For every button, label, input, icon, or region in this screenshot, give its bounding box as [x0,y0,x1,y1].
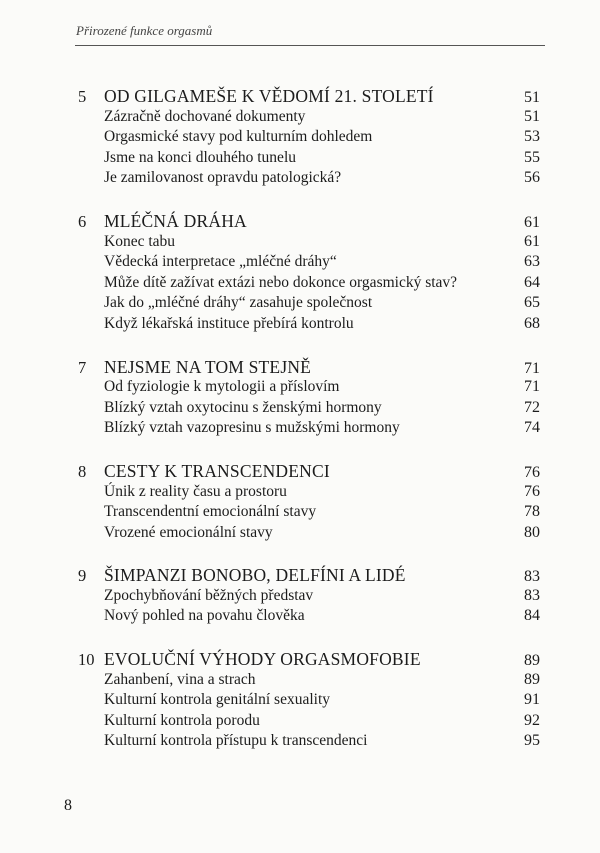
toc-chapter [78,211,540,335]
section-entry [78,586,540,607]
chapter-page: 83 [524,568,540,586]
chapter-title: CESTY K TRANSCENDENCI [104,460,330,481]
chapter-title: NEJSME NA TOM STEJNĚ [104,356,312,377]
section-page: 83 [524,586,540,604]
section-title: Transcendentní emocionální stavy [104,503,317,521]
section-entry [78,232,540,253]
section-page: 56 [524,169,540,187]
section-entry [78,314,540,335]
section-entry [78,377,540,398]
chapter-heading [78,211,540,232]
section-entry [78,252,540,273]
chapter-number: 5 [78,87,87,106]
section-entry [78,523,540,544]
section-title: Může dítě zažívat extázi nebo dokonce orgasmický stav? [104,273,458,291]
chapter-heading [78,86,540,107]
section-entry [78,482,540,503]
section-page: 95 [524,732,540,750]
section-entry [78,418,540,439]
section-entry [78,690,540,711]
chapter-number: 7 [78,357,87,377]
section-title: Jak do „mléčné dráhy“ zasahuje společnost [104,294,373,312]
chapter-title: EVOLUČNÍ VÝHODY ORGASMOFOBIE [104,649,421,670]
section-title: Vrozené emocionální stavy [104,523,273,541]
section-page: 84 [524,607,540,625]
section-entry [78,127,540,148]
section-entry [78,670,540,691]
section-title: Blízký vztah oxytocinu s ženskými hormony [104,398,382,416]
chapter-number: 10 [78,650,95,670]
section-title: Od fyziologie k mytologii a příslovím [104,378,340,396]
section-entry [78,502,540,523]
section-title: Orgasmické stavy pod kulturním dohledem [104,128,373,146]
section-page: 72 [524,398,540,416]
section-title: Kulturní kontrola genitální sexuality [104,691,330,709]
section-title: Kulturní kontrola porodu [104,711,260,729]
chapter-number: 6 [78,211,87,231]
section-entry [78,293,540,314]
page-number: 8 [64,797,72,814]
chapter-page: 61 [524,213,540,231]
section-page: 92 [524,711,540,729]
section-page: 74 [524,419,540,437]
section-title: Kulturní kontrola přístupu k transcendenci [104,732,368,750]
chapter-page: 89 [524,652,540,670]
section-page: 51 [524,107,540,125]
section-page: 53 [524,128,540,146]
section-title: Jsme na konci dlouhého tunelu [104,148,296,166]
section-entry [78,107,540,128]
chapter-title: MLÉČNÁ DRÁHA [104,210,247,231]
section-page: 68 [524,314,540,332]
section-page: 71 [524,378,540,396]
table-of-contents [78,86,540,774]
chapter-heading [78,649,540,670]
chapter-heading [78,357,540,378]
chapter-title: OD GILGAMEŠE K VĚDOMÍ 21. STOLETÍ [104,86,434,106]
section-title: Únik z reality času a prostoru [104,482,287,500]
section-page: 91 [524,691,540,709]
section-page: 64 [524,273,540,291]
section-entry [78,606,540,627]
chapter-number: 9 [78,566,87,586]
chapter-heading [78,565,540,586]
section-page: 65 [524,294,540,312]
section-entry [78,148,540,169]
section-page: 63 [524,253,540,271]
section-title: Když lékařská instituce přebírá kontrolu [104,314,354,332]
section-page: 80 [524,523,540,541]
section-page: 89 [524,670,540,688]
toc-chapter [78,565,540,627]
chapter-number: 8 [78,461,87,481]
section-entry [78,273,540,294]
section-page: 61 [524,232,540,250]
header-rule [75,45,545,46]
section-entry [78,398,540,419]
chapter-page: 71 [524,359,540,377]
section-title: Vědecká interpretace „mléčné dráhy“ [104,253,337,271]
chapter-page: 76 [524,463,540,481]
running-head: Přirozené funkce orgasmů [76,23,213,38]
section-title: Blízký vztah vazopresinu s mužskými hormony [104,419,400,437]
section-page: 76 [524,482,540,500]
toc-chapter [78,357,540,439]
section-title: Je zamilovanost opravdu patologická? [104,169,342,187]
toc-chapter [78,461,540,543]
section-page: 78 [524,503,540,521]
section-title: Konec tabu [104,232,176,250]
chapter-heading [78,461,540,482]
section-title: Zázračně dochované dokumenty [104,107,306,125]
section-entry [78,168,540,189]
section-title: Zahanbení, vina a strach [104,670,256,688]
section-title: Zpochybňování běžných představ [104,586,314,604]
section-entry [78,711,540,732]
chapter-page: 51 [524,89,540,106]
toc-chapter [78,649,540,752]
chapter-title: ŠIMPANZI BONOBO, DELFÍNI A LIDÉ [104,565,406,586]
toc-chapter [78,86,540,189]
section-entry [78,731,540,752]
section-page: 55 [524,148,540,166]
section-title: Nový pohled na povahu člověka [104,607,305,625]
